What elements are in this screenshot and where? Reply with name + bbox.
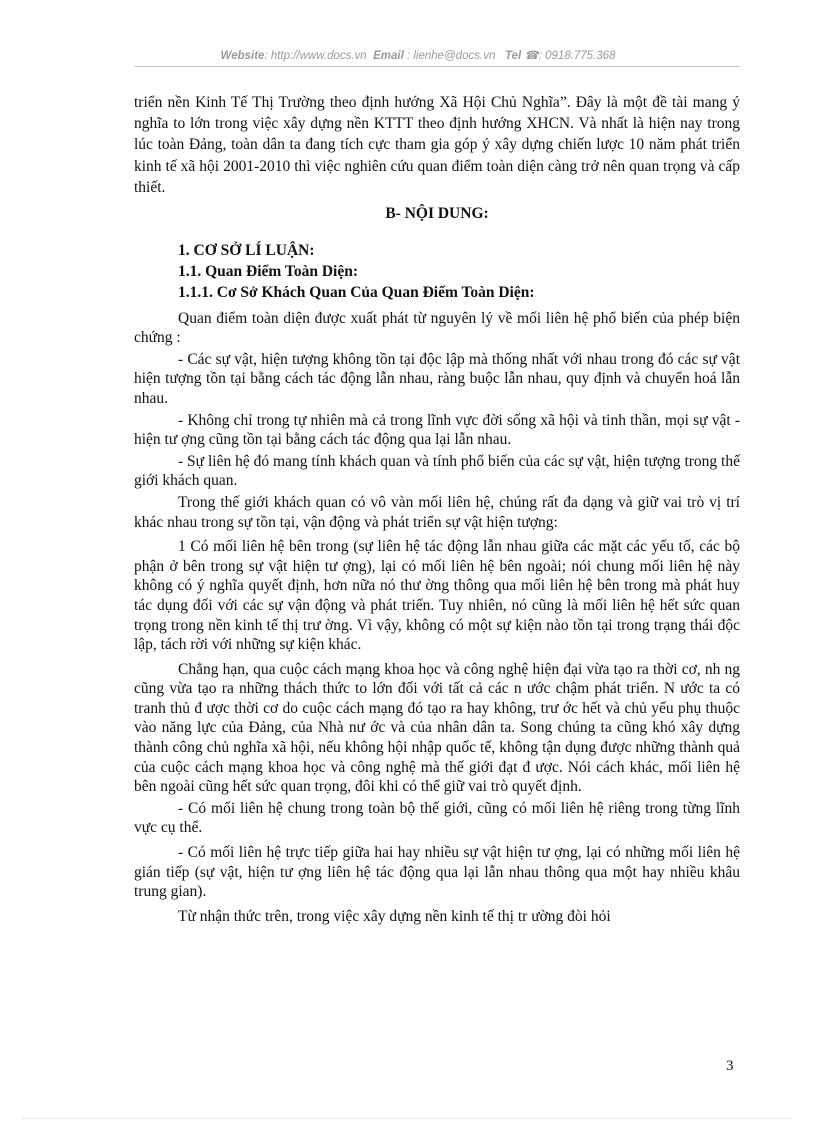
website-value: : http://www.docs.vn [264,50,367,62]
tel-label: Tel [504,50,522,62]
email-value: : lienhe@docs.vn [406,50,496,62]
bullet-paragraph: - Các sự vật, hiện tượng không tồn tại độc lập mà thống nhất với nhau trong đó các sự vật hiện tượng tồn tại bằng cách tác động lẫn nhau, ràng buộc lẫn nhau, quy định và chuyển hoá lẫn nhau. [134,350,740,407]
heading-level-2: 1.1. Quan Điểm Toàn Diện: [178,262,359,280]
bullet-paragraph: - Sự liên hệ đó mang tính khách quan và tính phổ biến của các sự vật, hiện tượng trong thế giới khách quan. [134,452,740,490]
paragraph: Từ nhận thức trên, trong việc xây dựng nền kinh tế thị tr ường đòi hỏi [178,907,611,925]
numbered-paragraph: 1 Có mối liên hệ bên trong (sự liên hệ tác động lẫn nhau giữa các mặt các yếu tố, các bộ phận ở bên trong sự vật hiện tư ợng), lại có mối liên hệ bên ngoài; nói chung mối liên hệ này không có ý nghĩa quyết định, hơn nữa nó thư ờng thông qua mối liên hệ bên trong mà phát huy tác dụng đối với các sự vận động và phát triển. Tuy nhiên, nó cũng là mối liên hệ hết sức quan trọng trong nền kinh tế thị trư ờng. Vì vậy, không có một sự kiện nào tồn tại trong trạng thái độc lập, tách rời với những sự kiện khác. [134,538,740,654]
intro-paragraph: triển nền Kinh Tế Thị Trường theo định hướng Xã Hội Chủ Nghĩa”. Đây là một đề tài mang ý nghĩa to lớn trong việc xây dựng nền KTTT theo định hướng XHCN. Và nhất là hiện nay trong lúc toàn Đảng, toàn dân ta đang tích cực tham gia góp ý xây dựng chiến lược 10 năm phát triển kinh tế xã hội 2001-2010 thì việc nghiên cứu quan điểm toàn diện càng trở nên quan trọng và cấp thiết. [134,94,740,196]
email-label: Email [373,50,404,62]
bullet-paragraph: - Có mối liên hệ chung trong toàn bộ thế giới, cũng có mối liên hệ riêng trong từng lĩnh vực cụ thể. [134,799,740,837]
paragraph: Chẳng hạn, qua cuộc cách mạng khoa học và công nghệ hiện đại vừa tạo ra thời cơ, nh ng cũng vừa tạo ra những thách thức to lớn đối với tất cả các n ước chậm phát triển. N ước ta có tranh thủ đ ược thời cơ do cuộc cách mạng đó tạo ra hay không, trư ớc hết và chủ yếu phụ thuộc vào năng lực của Đảng, của Nhà nư ớc và của nhân dân ta. Song chúng ta cũng khó xây dựng thành công chủ nghĩa xã hội, nếu không hội nhập quốc tế, không tận dụng được những thành quả của cuộc cách mạng khoa học và công nghệ mà thế giới đạt đ ược. Nói cách khác, mối liên hệ bên ngoài cũng hết sức quan trọng, đôi khi có thể giữ vai trò quyết định. [134,660,740,796]
page-number: 3 [726,1058,734,1074]
paragraph: Trong thế giới khách quan có vô vàn mối liên hệ, chúng rất đa dạng và giữ vai trò vị trí khác nhau trong sự tồn tại, vận động và phát triển sự vật hiện tượng: [134,493,740,531]
document-body [134,92,740,926]
header-divider [134,66,740,67]
website-label: Website [220,50,265,62]
tel-value: ☎: 0918.775.368 [524,50,616,62]
page-header [100,48,736,62]
footer-divider [22,1118,794,1119]
bullet-paragraph: - Không chỉ trong tự nhiên mà cả trong lĩnh vực đời sống xã hội và tinh thần, mọi sự vật - hiện tư ợng cũng tồn tại bằng cách tác động qua lại lẫn nhau. [134,411,740,449]
section-title: B- NỘI DUNG: [385,205,489,223]
heading-level-3: 1.1.1. Cơ Sở Khách Quan Của Quan Điểm Toàn Diện: [178,283,535,301]
heading-level-1: 1. CƠ SỞ LÍ LUẬN: [178,241,315,259]
bullet-paragraph: - Có mối liên hệ trực tiếp giữa hai hay nhiều sự vật hiện tư ợng, lại có những mối liên hệ gián tiếp (sự vật, hiện tư ợng liên hệ tác động qua lại lẫn nhau thông qua một hay nhiều khâu trung gian). [134,844,740,901]
paragraph: Quan điểm toàn diện được xuất phát từ nguyên lý về mối liên hệ phổ biến của phép biện chứng : [134,309,740,347]
